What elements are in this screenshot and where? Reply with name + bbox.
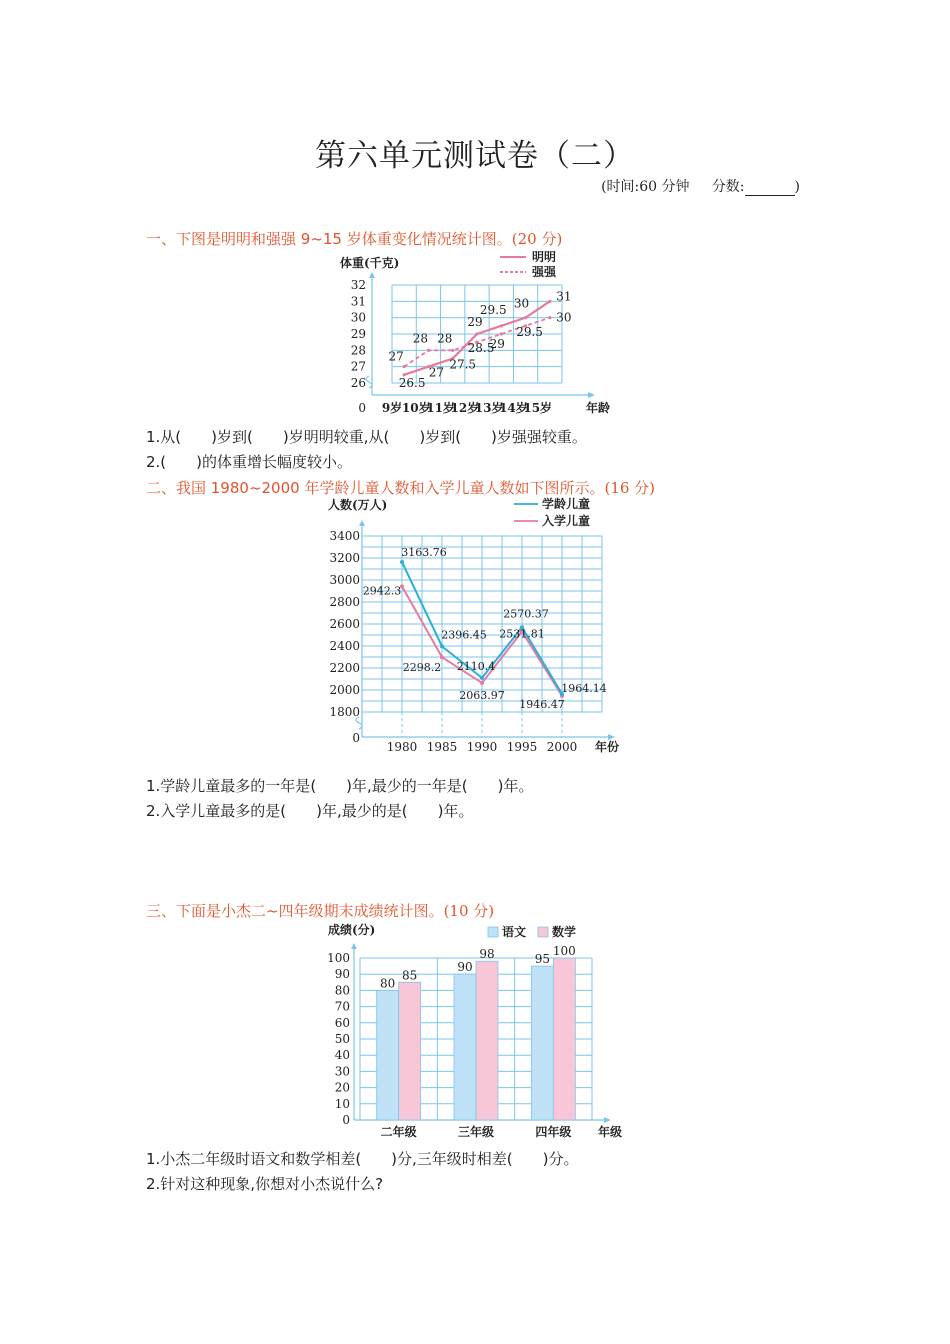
x-tick-label: 14岁 bbox=[499, 401, 528, 415]
series-point bbox=[500, 324, 503, 327]
x-tick-label: 15岁 bbox=[523, 401, 553, 415]
x-axis-label: 年级 bbox=[597, 1125, 623, 1139]
x-tick-label: 四年级 bbox=[535, 1125, 572, 1139]
x-tick-label: 三年级 bbox=[457, 1125, 495, 1139]
bar-value-label: 80 bbox=[380, 976, 396, 991]
series-point bbox=[400, 560, 404, 564]
x-tick-label: 13岁 bbox=[474, 401, 504, 415]
y-tick-label: 50 bbox=[334, 1032, 350, 1046]
bar bbox=[553, 958, 575, 1120]
legend-swatch bbox=[538, 927, 548, 937]
x-tick-label: 9岁 bbox=[381, 401, 403, 415]
series-point bbox=[440, 644, 444, 648]
legend-label: 明明 bbox=[532, 250, 557, 264]
series-point bbox=[440, 655, 444, 659]
bar-value-label: 95 bbox=[534, 952, 550, 967]
y-tick-label: 100 bbox=[327, 951, 350, 965]
data-label: 1946.47 bbox=[519, 697, 565, 711]
time-label: (时间:60 分钟 bbox=[601, 179, 690, 195]
y-tick-label: 2000 bbox=[329, 683, 360, 697]
x-axis-arrow bbox=[604, 1117, 611, 1123]
y-tick-label: 3200 bbox=[329, 551, 360, 565]
data-label: 2110.4 bbox=[456, 659, 496, 673]
y-tick-label: 30 bbox=[334, 1064, 350, 1079]
bar-value-label: 98 bbox=[479, 947, 495, 962]
bar bbox=[531, 966, 553, 1120]
axis-break bbox=[366, 376, 372, 388]
x-tick-label: 1980 bbox=[386, 740, 418, 754]
bar bbox=[454, 974, 476, 1120]
y-tick-label: 40 bbox=[334, 1048, 350, 1063]
x-tick-label: 1990 bbox=[466, 740, 498, 754]
y-tick-label: 3400 bbox=[329, 529, 360, 543]
x-tick-label: 11岁 bbox=[426, 401, 455, 415]
bar-value-label: 85 bbox=[402, 968, 418, 983]
legend-label: 学龄儿童 bbox=[542, 497, 591, 511]
section2-q1: 1.学龄儿童最多的一年是( )年,最少的一年是( )年。 bbox=[146, 777, 534, 795]
x-tick-label: 1995 bbox=[506, 740, 538, 754]
section1-heading-text: 一、下图是明明和强强 9~15 岁体重变化情况统计图。 bbox=[146, 230, 512, 248]
score-blank[interactable] bbox=[745, 181, 795, 196]
data-label: 29 bbox=[489, 337, 505, 351]
data-label: 2298.2 bbox=[402, 661, 442, 675]
legend-label: 入学儿童 bbox=[542, 514, 591, 528]
series-point bbox=[548, 300, 551, 303]
y-tick-label: 0 bbox=[342, 1113, 350, 1127]
origin-label: 0 bbox=[352, 731, 360, 745]
bar bbox=[476, 961, 498, 1120]
y-tick-label: 32 bbox=[350, 278, 366, 292]
section3-q2: 2.针对这种现象,你想对小杰说什么? bbox=[146, 1175, 384, 1193]
x-tick-label: 二年级 bbox=[380, 1125, 417, 1139]
y-tick-label: 1800 bbox=[329, 705, 360, 719]
y-axis-label: 体重(千克) bbox=[340, 256, 400, 270]
section2-heading-text: 二、我国 1980~2000 年学龄儿童人数和入学儿童人数如下图所示。 bbox=[146, 479, 605, 497]
series-point bbox=[451, 349, 454, 352]
series-point bbox=[524, 316, 527, 319]
series-point bbox=[480, 676, 484, 680]
x-tick-label: 12岁 bbox=[450, 401, 480, 415]
y-tick-label: 70 bbox=[334, 999, 350, 1014]
x-axis-label: 年份 bbox=[594, 740, 620, 754]
score-bar-chart bbox=[320, 918, 630, 1143]
page-title: 第六单元测试卷（二） bbox=[315, 138, 635, 174]
data-label: 30 bbox=[513, 296, 530, 311]
data-label: 1964.14 bbox=[561, 681, 607, 695]
exam-meta bbox=[601, 176, 800, 196]
bar bbox=[377, 990, 399, 1120]
data-label: 29.5 bbox=[479, 302, 507, 317]
data-label: 2063.97 bbox=[459, 688, 505, 702]
data-label: 2531.81 bbox=[499, 627, 545, 641]
data-label: 28 bbox=[412, 331, 429, 346]
y-tick-label: 28 bbox=[350, 343, 366, 358]
data-label: 29 bbox=[467, 315, 483, 329]
data-label: 2396.45 bbox=[441, 628, 487, 642]
y-tick-label: 2200 bbox=[329, 661, 360, 675]
data-label: 28.5 bbox=[467, 341, 495, 356]
bar-value-label: 90 bbox=[457, 960, 473, 975]
y-tick-label: 26 bbox=[350, 376, 366, 390]
y-tick-label: 10 bbox=[334, 1096, 350, 1111]
data-label: 26.5 bbox=[398, 375, 426, 390]
legend-label: 强强 bbox=[532, 265, 557, 279]
data-label: 28 bbox=[437, 331, 453, 346]
series-point bbox=[403, 365, 406, 368]
section3-q1: 1.小杰二年级时语文和数学相差( )分,三年级时相差( )分。 bbox=[146, 1150, 579, 1168]
data-label: 29.5 bbox=[516, 324, 543, 339]
data-label: 27 bbox=[428, 365, 445, 380]
section1-q1: 1.从( )岁到( )岁明明较重,从( )岁到( )岁强强较重。 bbox=[146, 428, 587, 446]
data-label: 3163.76 bbox=[401, 545, 447, 559]
x-tick-label: 1985 bbox=[426, 740, 458, 754]
y-tick-label: 20 bbox=[334, 1080, 350, 1095]
data-label: 30 bbox=[556, 310, 572, 325]
data-label: 2942.3 bbox=[362, 584, 402, 598]
section3-heading-text: 三、下面是小杰二~四年级期末成绩统计图。 bbox=[146, 902, 444, 920]
data-label: 31 bbox=[556, 289, 572, 304]
series-point bbox=[427, 349, 430, 352]
section2-q2: 2.入学儿童最多的是( )年,最少的是( )年。 bbox=[146, 802, 474, 820]
y-axis-arrow bbox=[359, 520, 365, 526]
meta-close: ) bbox=[794, 179, 800, 195]
y-tick-label: 29 bbox=[350, 327, 366, 341]
series-point bbox=[548, 316, 551, 319]
y-tick-label: 3000 bbox=[329, 573, 360, 587]
weight-line-chart bbox=[320, 250, 630, 422]
legend-label: 语文 bbox=[502, 925, 527, 939]
section3-points: (10 分) bbox=[443, 902, 495, 920]
data-label: 2570.37 bbox=[503, 607, 549, 621]
y-tick-label: 27 bbox=[350, 359, 366, 374]
y-axis-arrow bbox=[369, 272, 375, 278]
bar bbox=[399, 982, 421, 1120]
x-tick-label: 10岁 bbox=[401, 401, 431, 415]
y-axis-arrow bbox=[351, 943, 357, 949]
section1-heading bbox=[146, 228, 562, 249]
bar-value-label: 100 bbox=[552, 944, 576, 958]
data-label: 27 bbox=[388, 349, 404, 364]
x-tick-label: 2000 bbox=[546, 740, 578, 754]
y-tick-label: 80 bbox=[334, 983, 350, 998]
children-line-chart bbox=[320, 493, 640, 758]
section1-points: (20 分) bbox=[511, 230, 563, 248]
y-tick-label: 2600 bbox=[329, 617, 360, 631]
data-label: 27.5 bbox=[449, 357, 477, 372]
y-tick-label: 31 bbox=[350, 294, 366, 309]
series-point bbox=[480, 681, 484, 685]
x-axis-arrow bbox=[588, 392, 595, 398]
y-axis-label: 人数(万人) bbox=[328, 498, 388, 512]
y-tick-label: 2400 bbox=[329, 639, 360, 653]
series-point bbox=[475, 332, 478, 335]
x-axis-label: 年龄 bbox=[585, 401, 611, 415]
origin-label: 0 bbox=[358, 401, 366, 415]
section2-points: (16 分) bbox=[604, 479, 656, 497]
legend-label: 数学 bbox=[552, 925, 577, 939]
score-label: 分数: bbox=[711, 179, 745, 195]
y-axis-label: 成绩(分) bbox=[328, 923, 376, 937]
y-tick-label: 60 bbox=[334, 1015, 350, 1030]
y-tick-label: 2800 bbox=[329, 595, 360, 609]
legend-swatch bbox=[488, 927, 498, 937]
section1-q2: 2.( )的体重增长幅度较小。 bbox=[146, 453, 353, 471]
series-point bbox=[500, 332, 503, 335]
y-tick-label: 90 bbox=[334, 967, 350, 982]
y-tick-label: 30 bbox=[350, 310, 366, 325]
